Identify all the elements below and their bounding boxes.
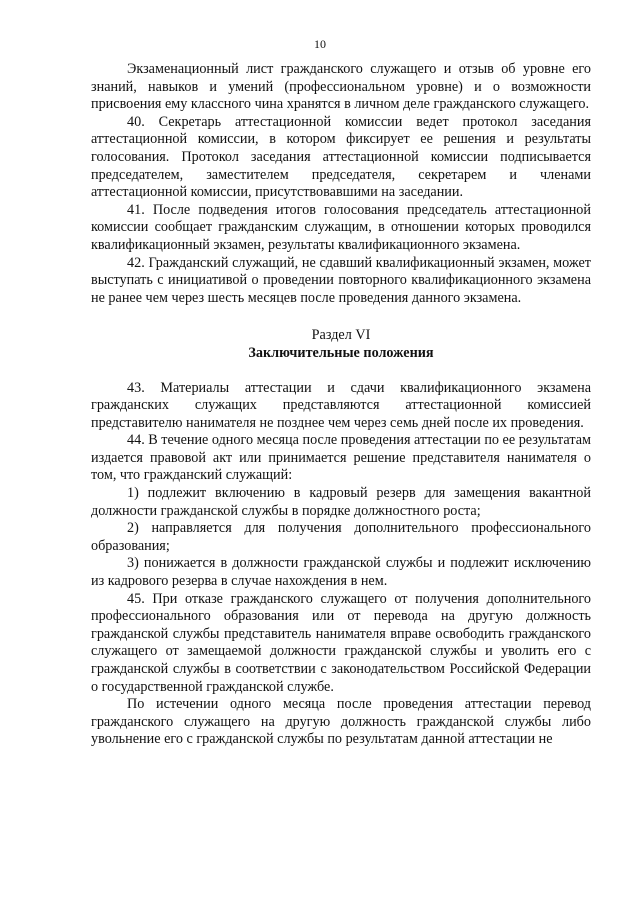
section-heading: Заключительные положения	[248, 344, 434, 361]
paragraph-45: 45. При отказе гражданского служащего от получения дополнительного профессионального образования или от перевода на другую должность гражданской службы представитель нанимателя вправе освободить гражданского служащего от замещаемой должности гражданской службы и уволить его с гражданской службы в соответствии с законодательством Российской Федерации о государственной гражданской службе.	[91, 590, 591, 695]
section-label: Раздел VI	[311, 327, 371, 344]
paragraph-44-item-2: 2) направляется для получения дополнительного профессионального образования;	[91, 520, 591, 554]
paragraph-42: 42. Гражданский служащий, не сдавший квалификационный экзамен, может выступать с инициативой о проведении повторного квалификационного экзамена не ранее чем через шесть месяцев после проведения данного экзамена.	[91, 254, 591, 306]
paragraph-44-item-3: 3) понижается в должности гражданской службы и подлежит исключению из кадрового резерва в случае нахождения в нем.	[91, 555, 591, 590]
paragraph-40: 40. Секретарь аттестационной комиссии ведет протокол заседания аттестационной комиссии, в котором фиксирует ее решения и результаты голосования. Протокол заседания аттестационной комиссии подписывается председателем, заместителем председателя, секретарем и членами аттестационной комиссии, присутствовавшими на заседании.	[91, 113, 591, 201]
paragraph-exam-sheet: Экзаменационный лист гражданского служащего и отзыв об уровне его знаний, навыков и умений (профессиональном уровне) и о возможности присвоения ему классного чина хранятся в личном деле гражданского служащего.	[91, 61, 591, 113]
page-number: 10	[314, 37, 326, 51]
document-body	[91, 61, 591, 749]
paragraph-44: 44. В течение одного месяца после проведения аттестации по ее результатам издается правовой акт или принимается решение представителя нанимателя о том, что гражданский служащий:	[91, 432, 591, 484]
paragraph-41: 41. После подведения итогов голосования председатель аттестационной комиссии сообщает гражданским служащим, в отношении которых проводился квалификационный экзамен, результаты квалификационного экзамена.	[91, 201, 591, 253]
paragraph-45-continuation: По истечении одного месяца после проведения аттестации перевод гражданского служащего на другую должность гражданской службы либо увольнение его с гражданской службы по результатам данной аттестации не	[91, 696, 591, 748]
paragraph-43: 43. Материалы аттестации и сдачи квалификационного экзамена гражданских служащих представляются аттестационной комиссией представителю нанимателя не позднее чем через семь дней после их проведения.	[91, 379, 591, 431]
paragraph-44-item-1: 1) подлежит включению в кадровый резерв для замещения вакантной должности гражданской службы в порядке должностного роста;	[91, 485, 591, 519]
